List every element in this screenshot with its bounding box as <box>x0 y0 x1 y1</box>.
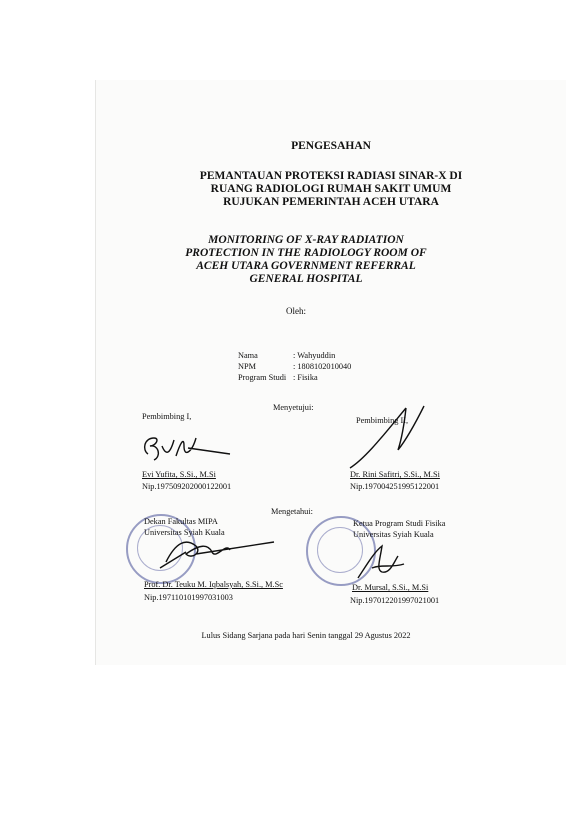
pembimbing1-nip: Nip.197509202000122001 <box>142 482 232 491</box>
pembimbing1-name: Evi Yufita, S.Si., M.Si <box>142 470 216 479</box>
title-id-line: RUJUKAN PEMERINTAH ACEH UTARA <box>223 196 439 208</box>
page-heading: PENGESAHAN <box>291 140 371 152</box>
prodi-value: : Fisika <box>293 373 318 382</box>
title-en-line: GENERAL HOSPITAL <box>249 273 363 285</box>
pembimbing2-name: Dr. Rini Safitri, S.Si., M.Si <box>350 470 440 479</box>
pembimbing1-role: Pembimbing I, <box>142 412 192 421</box>
npm-label: NPM <box>238 362 256 371</box>
oleh-label: Oleh: <box>286 306 306 316</box>
menyetujui-label: Menyetujui: <box>273 403 314 412</box>
signature-pembimbing2 <box>346 402 436 472</box>
graduation-statement: Lulus Sidang Sarjana pada hari Senin tanggal 29 Agustus 2022 <box>201 631 411 640</box>
pembimbing2-nip: Nip.197004251995122001 <box>350 482 440 491</box>
dekan-role-line1: Dekan Fakultas MIPA <box>144 517 218 526</box>
title-english <box>96 234 516 286</box>
title-en-line: ACEH UTARA GOVERNMENT REFERRAL <box>196 260 416 272</box>
npm-value: : 1808102010040 <box>293 362 352 371</box>
title-id-line: RUANG RADIOLOGI RUMAH SAKIT UMUM <box>210 183 452 195</box>
nama-value: : Wahyuddin <box>293 351 336 360</box>
signature-pembimbing1 <box>140 430 230 466</box>
kaprodi-role-line2: Universitas Syiah Kuala <box>353 530 434 539</box>
kaprodi-role <box>353 518 445 540</box>
signature-dekan <box>156 532 276 572</box>
title-indonesian <box>96 170 566 209</box>
dekan-role-line2: Universitas Syiah Kuala <box>144 528 225 537</box>
document-page <box>96 80 566 665</box>
signature-kaprodi <box>352 542 412 582</box>
kaprodi-role-line1: Ketua Program Studi Fisika <box>353 519 446 528</box>
kaprodi-name: Dr. Mursal, S.Si., M.Si <box>352 583 429 592</box>
kaprodi-nip: Nip.197012201997021001 <box>350 596 440 605</box>
author-info <box>238 350 351 383</box>
prodi-label: Program Studi <box>238 373 287 382</box>
mengetahui-label: Mengetahui: <box>271 507 313 516</box>
dekan-nip: Nip.197110101997031003 <box>144 593 233 602</box>
dekan-name: Prof. Dr. Teuku M. Iqbalsyah, S.Si., M.Sc <box>144 580 283 589</box>
nama-label: Nama <box>238 351 258 360</box>
title-en-line: PROTECTION IN THE RADIOLOGY ROOM OF <box>185 247 427 259</box>
title-en-line: MONITORING OF X-RAY RADIATION <box>208 234 404 246</box>
pembimbing2-role: Pembimbing II, <box>356 416 409 425</box>
title-id-line: PEMANTAUAN PROTEKSI RADIASI SINAR-X DI <box>199 170 463 182</box>
